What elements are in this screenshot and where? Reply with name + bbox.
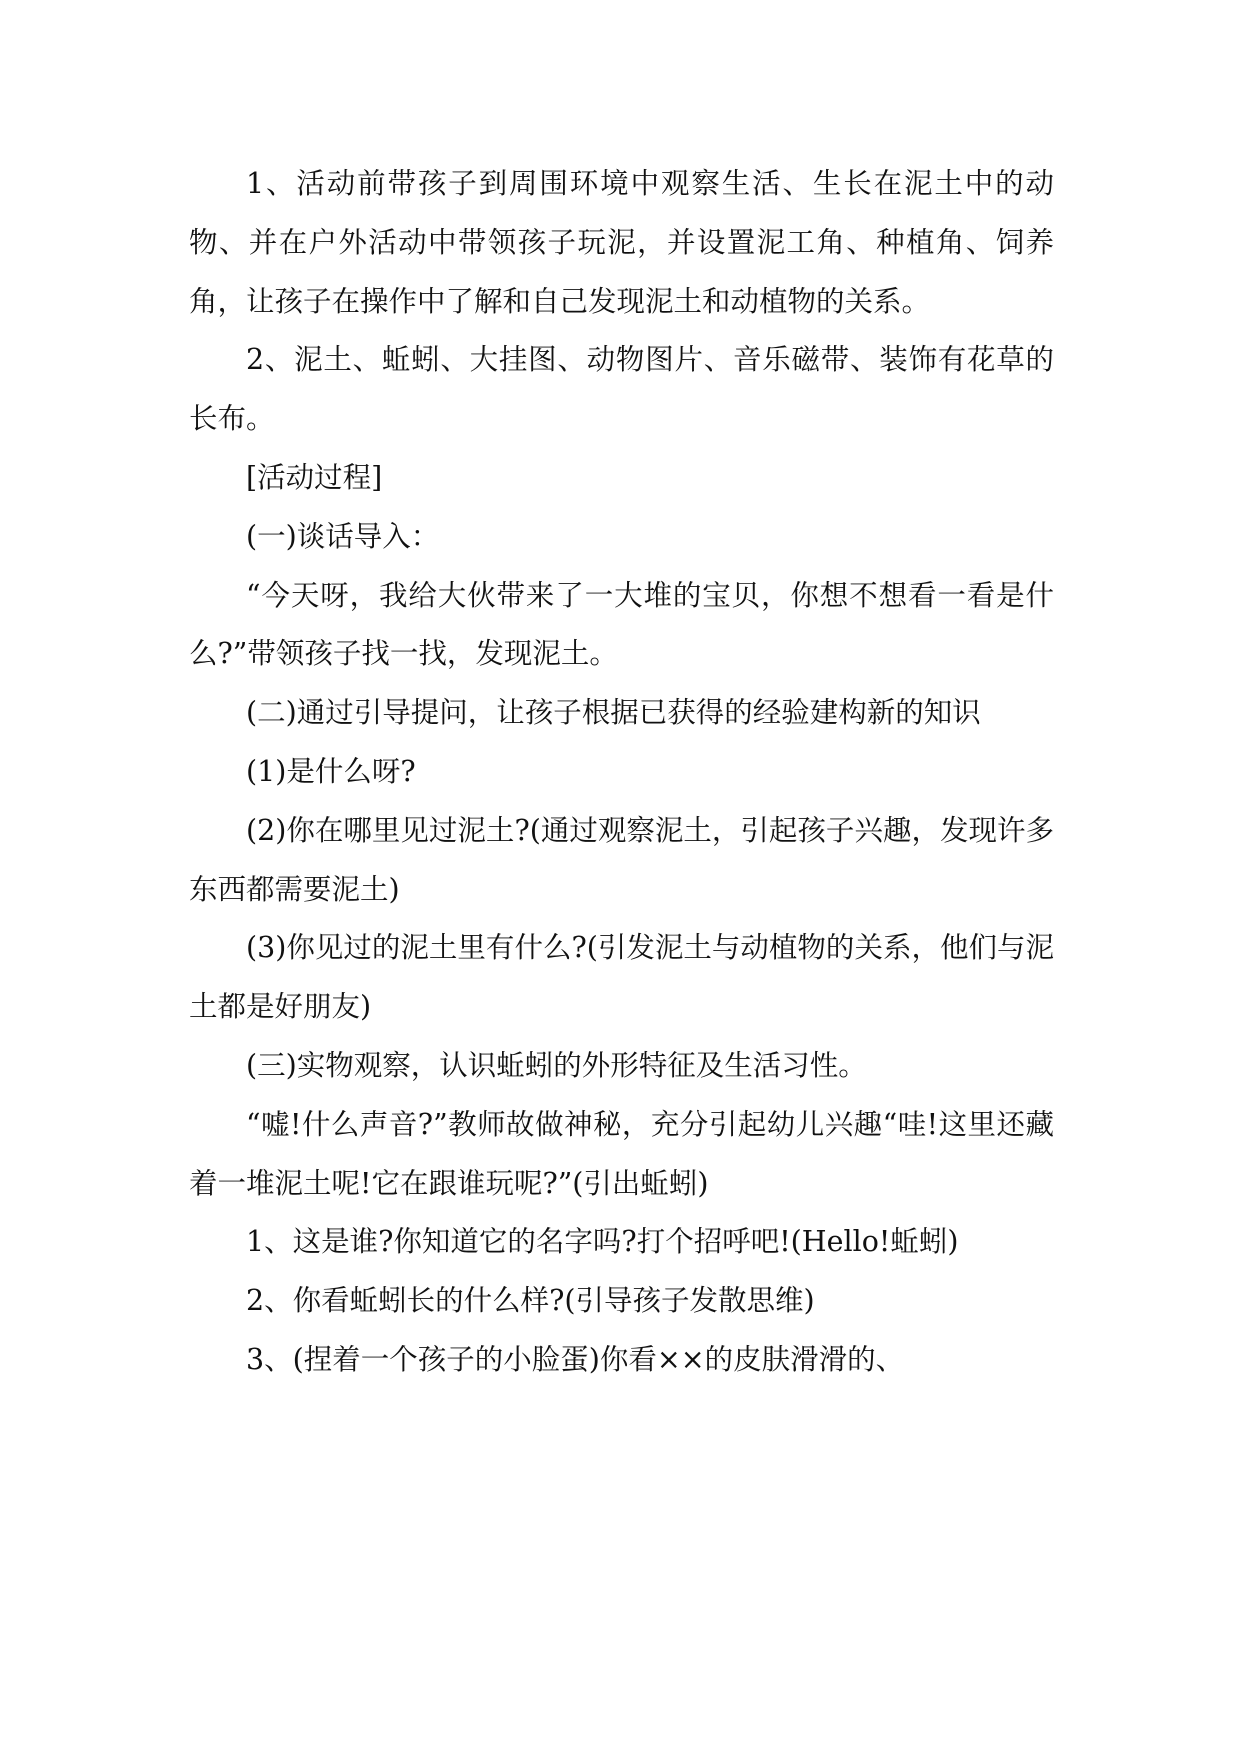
document-page [189, 155, 1054, 1390]
section-heading-activity-process: [活动过程] [246, 460, 383, 494]
subheading-conversation-intro: (一)谈话导入： [246, 519, 440, 553]
subheading-observation: (三)实物观察，认识蚯蚓的外形特征及生活习性。 [246, 1048, 867, 1082]
question-item-1: (1)是什么呀? [246, 754, 416, 788]
question-item-3: (3)你见过的泥土里有什么?(引发泥土与动植物的关系，他们与泥土都是好朋友) [189, 931, 1054, 1024]
paragraph-intro-dialogue: “今天呀，我给大伙带来了一大堆的宝贝，你想不想看一看是什么?”带领孩子找一找，发现泥土。 [189, 578, 1054, 671]
observation-item-1: 1、这是谁?你知道它的名字吗?打个招呼吧!(Hello!蚯蚓) [246, 1225, 959, 1259]
observation-item-2: 2、你看蚯蚓长的什么样?(引导孩子发散思维) [246, 1284, 815, 1318]
paragraph-prep-2: 2、泥土、蚯蚓、大挂图、动物图片、音乐磁带、装饰有花草的长布。 [189, 343, 1054, 436]
paragraph-prep-1: 1、活动前带孩子到周围环境中观察生活、生长在泥土中的动物、并在户外活动中带领孩子玩泥，并设置泥工角、种植角、饲养角，让孩子在操作中了解和自己发现泥土和动植物的关系。 [189, 167, 1054, 318]
subheading-guided-questions: (二)通过引导提问，让孩子根据已获得的经验建构新的知识 [246, 696, 981, 730]
question-item-2: (2)你在哪里见过泥土?(通过观察泥土，引起孩子兴趣，发现许多东西都需要泥土) [189, 813, 1054, 906]
paragraph-teacher-dialogue: “嘘!什么声音?”教师故做神秘，充分引起幼儿兴趣“哇!这里还藏着一堆泥土呢!它在跟谁玩呢?”(引出蚯蚓) [189, 1107, 1054, 1200]
observation-item-3: 3、(捏着一个孩子的小脸蛋)你看××的皮肤滑滑的、 [246, 1342, 905, 1376]
